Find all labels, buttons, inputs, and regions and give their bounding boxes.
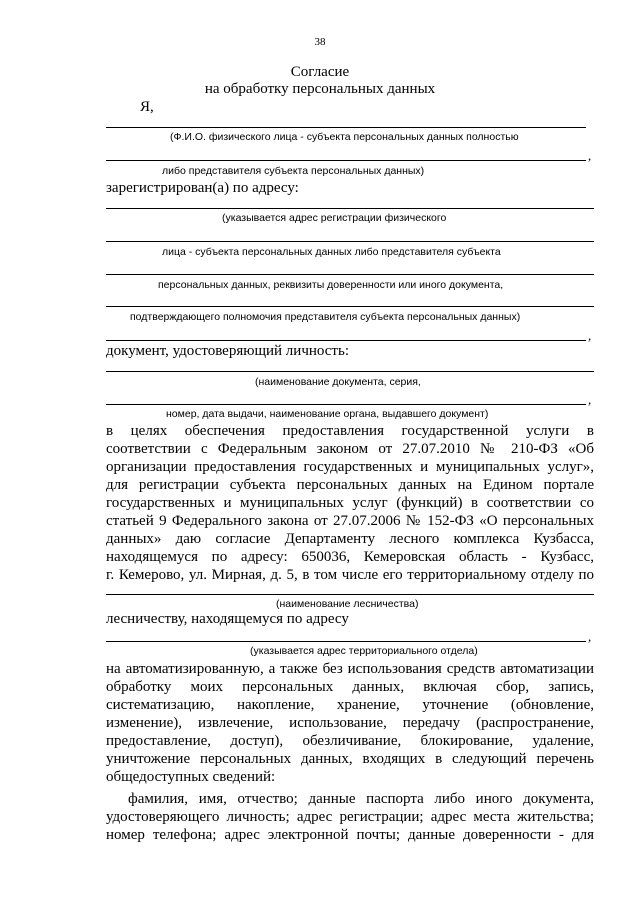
representative-line — [106, 160, 586, 161]
document-line-2 — [106, 404, 586, 405]
caption-address-4: подтверждающего полномочия представителя субъекта персональных данных) — [130, 311, 521, 323]
document-title: Согласие — [290, 64, 350, 80]
address-line-1 — [106, 208, 594, 209]
caption-fio: (Ф.И.О. физического лица - субъекта персональных данных полностью — [170, 131, 519, 143]
i-label: Я, — [140, 99, 154, 115]
caption-address-3: персональных данных, реквизиты доверенности или иного документа, — [158, 279, 504, 291]
paragraph-2-line-6: уничтожение персональных данных, входящих в следующий перечень — [106, 751, 594, 767]
fio-line — [106, 127, 586, 128]
address-line-4 — [106, 306, 594, 307]
comma-3: , — [588, 392, 592, 407]
forestry-text: лесничеству, находящемуся по адресу — [106, 611, 349, 627]
paragraph-1-line-9: г. Кемерово, ул. Мирная, д. 5, в том числе его территориальному отделу по — [106, 567, 594, 583]
caption-forestry: (наименование лесничества) — [276, 598, 419, 610]
paragraph-1-line-8: находящемуся по адресу: 650036, Кемеровская область - Кузбасс, — [106, 549, 594, 565]
paragraph-1-line-7: данных» даю согласие Департаменту лесного комплекса Кузбасса, — [106, 531, 594, 547]
paragraph-2-line-1: на автоматизированную, а также без использования средств автоматизации — [106, 661, 594, 677]
paragraph-1-line-4: для регистрации субъекта персональных данных на Едином портале — [106, 477, 594, 493]
paragraph-1-line-1: в целях обеспечения предоставления государственной услуги в — [106, 423, 594, 439]
paragraph-1-line-3: организации предоставления государственных и муниципальных услуг», — [106, 459, 594, 475]
caption-representative: либо представителя субъекта персональных данных) — [162, 165, 425, 177]
paragraph-2-line-4: изменение), извлечение, использование, передачу (распространение, — [106, 715, 594, 731]
caption-address-2: лица - субъекта персональных данных либо представителя субъекта — [162, 246, 501, 258]
caption-document-2: номер, дата выдачи, наименование органа, выдавшего документ) — [166, 408, 489, 420]
paragraph-1-line-5: государственных и муниципальных услуг (функций) в соответствии со — [106, 495, 594, 511]
paragraph-3-line-3: номер телефона; адрес электронной почты; данные доверенности - для — [106, 827, 594, 843]
paragraph-1-line-6: статьей 9 Федерального закона от 27.07.2006 № 152-ФЗ «О персональных — [106, 513, 594, 529]
document-subtitle: на обработку персональных данных — [204, 81, 436, 97]
paragraph-2-line-2: обработку моих персональных данных, включая сбор, запись, — [106, 679, 594, 695]
paragraph-3-line-2: удостоверяющего личность; адрес регистрации; адрес места жительства; — [106, 809, 594, 825]
address-line-2 — [106, 241, 594, 242]
paragraph-2-line-5: предоставление, доступ), обезличивание, блокирование, удаление, — [106, 733, 594, 749]
paragraph-1-line-2: соответствии с Федеральным законом от 27.07.2010 № 210-ФЗ «Об — [106, 441, 594, 457]
address-line-3 — [106, 274, 594, 275]
comma-4: , — [588, 629, 592, 644]
paragraph-2-line-7: общедоступных сведений: — [106, 769, 276, 785]
paragraph-3-line-1: фамилия, имя, отчество; данные паспорта либо иного документа, — [128, 791, 594, 807]
address-line-5 — [106, 340, 586, 341]
comma-1: , — [588, 148, 592, 163]
comma-2: , — [588, 328, 592, 343]
document-label: документ, удостоверяющий личность: — [106, 343, 349, 359]
caption-department: (указывается адрес территориального отдела) — [250, 645, 478, 657]
caption-document-1: (наименование документа, серия, — [255, 376, 421, 388]
page-number: 38 — [314, 36, 326, 48]
caption-address-1: (указывается адрес регистрации физического — [222, 212, 447, 224]
department-line — [106, 641, 586, 642]
registered-label: зарегистрирован(а) по адресу: — [106, 180, 299, 196]
forestry-line — [106, 594, 594, 595]
paragraph-2-line-3: систематизацию, накопление, хранение, уточнение (обновление, — [106, 697, 594, 713]
document-line-1 — [106, 371, 594, 372]
